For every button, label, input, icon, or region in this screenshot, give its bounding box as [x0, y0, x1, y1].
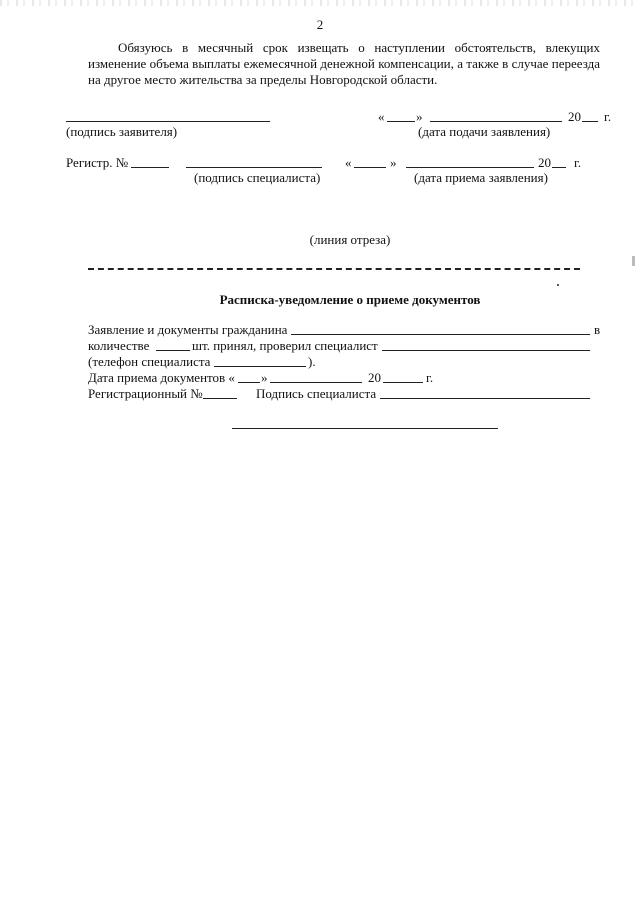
page-number: 2	[316, 17, 324, 32]
receipt-line-4-mid: »	[261, 370, 268, 385]
cut-line	[88, 268, 580, 270]
registration-number-line[interactable]	[131, 167, 169, 168]
specialist-signature-label: (подпись специалиста)	[194, 170, 321, 185]
receipt-line-5-start: Регистрационный №	[88, 386, 203, 401]
receipt-year-prefix: 20	[538, 155, 551, 170]
receipt-quote-close: »	[390, 155, 397, 170]
submission-quote-open: «	[378, 109, 385, 124]
receipt-day-line[interactable]	[354, 167, 386, 168]
specialist-name-line[interactable]	[382, 350, 590, 351]
citizen-name-line[interactable]	[291, 334, 590, 335]
submission-quote-close: »	[416, 109, 423, 124]
document-year-line[interactable]	[383, 382, 423, 383]
submission-year-suffix: г.	[604, 109, 612, 124]
applicant-signature-line[interactable]	[66, 121, 270, 122]
document-count-line[interactable]	[156, 350, 190, 351]
submission-month-line[interactable]	[430, 121, 562, 122]
document-day-line[interactable]	[238, 382, 260, 383]
receipt-quote-open: «	[345, 155, 352, 170]
registration-number-label: Регистр. №	[66, 155, 129, 170]
submission-day-line[interactable]	[387, 121, 415, 122]
closing-rule	[232, 428, 498, 429]
specialist-signature-line[interactable]	[186, 167, 322, 168]
receipt-month-line[interactable]	[406, 167, 534, 168]
scan-edge-mark	[632, 256, 635, 266]
scan-dot	[557, 284, 559, 286]
receipt-line-2-start: количестве	[88, 338, 150, 353]
paragraph-line-2: изменение объема выплаты ежемесячной денежной компенсации, а также в случае переезда	[88, 56, 600, 71]
receipt-line-4-year: 20	[368, 370, 381, 385]
scan-artifact-strip	[0, 0, 640, 6]
applicant-signature-label: (подпись заявителя)	[66, 124, 178, 139]
registration-number-field[interactable]	[203, 398, 237, 399]
receipt-line-5-mid: Подпись специалиста	[256, 386, 377, 401]
receipt-line-2-mid: шт. принял, проверил специалист	[192, 338, 378, 353]
paragraph-line-1: Обязуюсь в месячный срок извещать о наступлении обстоятельств, влекущих	[118, 40, 600, 55]
receipt-line-3-start: (телефон специалиста	[88, 354, 211, 369]
submission-year-line[interactable]	[582, 121, 598, 122]
receipt-line-1-end: в	[594, 322, 601, 337]
obligation-paragraph	[88, 40, 600, 88]
receipt-year-line[interactable]	[552, 167, 566, 168]
receipt-line-4-end: г.	[426, 370, 434, 385]
receipt-line-4-start: Дата приема документов «	[88, 370, 235, 385]
specialist-phone-line[interactable]	[214, 366, 306, 367]
receipt-line-1-text: Заявление и документы гражданина	[88, 322, 288, 337]
submission-year-prefix: 20	[568, 109, 581, 124]
paragraph-line-3: на другое место жительства за пределы Новгородской области.	[88, 72, 438, 87]
receipt-title: Расписка-уведомление о приеме документов	[219, 292, 481, 307]
receipt-year-suffix: г.	[574, 155, 582, 170]
receipt-line-3-end: ).	[308, 354, 316, 369]
submission-date-label: (дата подачи заявления)	[418, 124, 551, 139]
receipt-date-label: (дата приема заявления)	[414, 170, 548, 185]
cut-line-label: (линия отреза)	[309, 232, 391, 247]
document-month-line[interactable]	[270, 382, 362, 383]
receipt-specialist-signature-line[interactable]	[380, 398, 590, 399]
